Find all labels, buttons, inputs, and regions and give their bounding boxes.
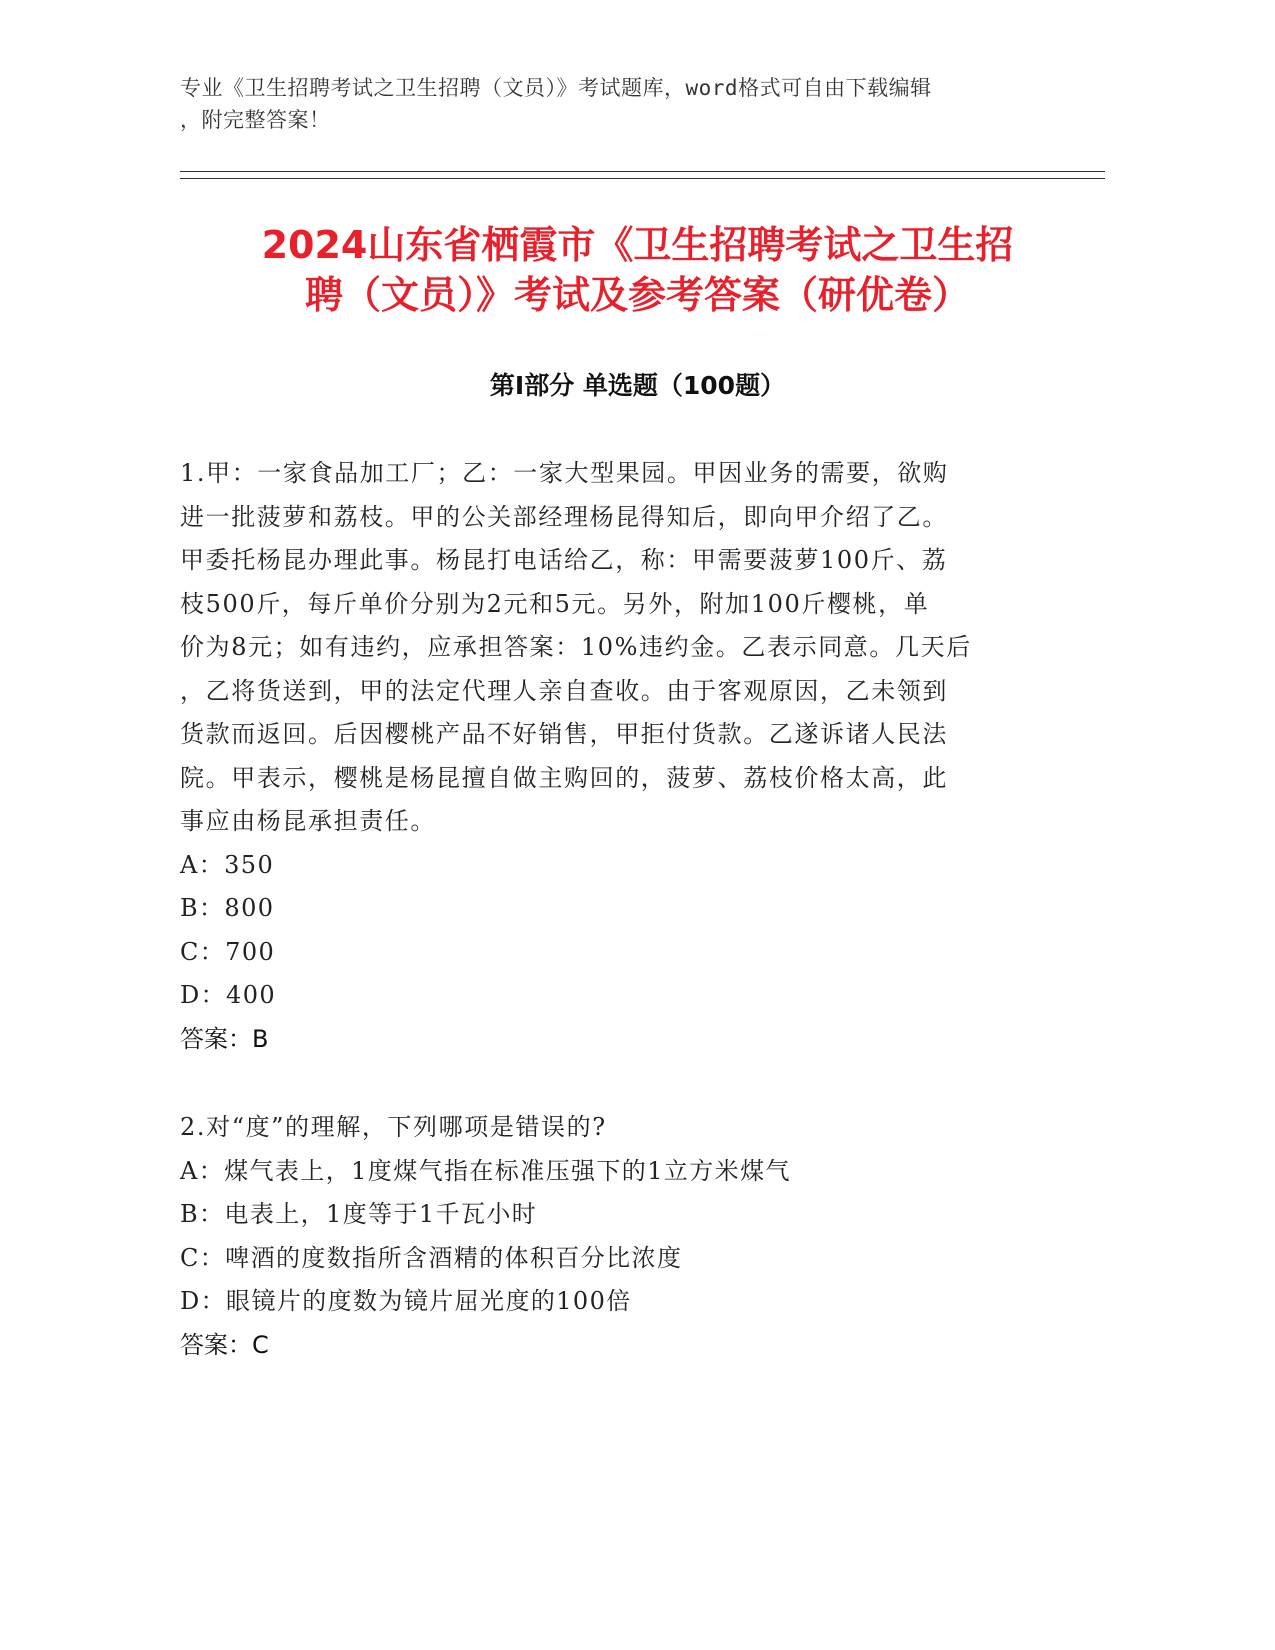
option-list <box>180 844 1030 1018</box>
document-title <box>150 220 1125 320</box>
question <box>180 1106 1030 1367</box>
option-a: A：煤气表上，1度煤气指在标准压强下的1立方米煤气 <box>180 1156 791 1185</box>
header-note-line: ，附完整答案！ <box>180 108 331 132</box>
option-b: B：电表上，1度等于1千瓦小时 <box>180 1200 538 1228</box>
option-list <box>180 1150 1030 1324</box>
question-stem-line: 1.甲：一家食品加工厂；乙：一家大型果园。甲因业务的需要，欲购 <box>180 459 949 487</box>
option-d: D：眼镜片的度数为镜片屈光度的100倍 <box>180 1287 632 1315</box>
section-heading: 第Ⅰ部分 单选题（100题） <box>489 371 786 400</box>
question-stem-line: 甲委托杨昆办理此事。杨昆打电话给乙，称：甲需要菠萝100斤、荔 <box>180 546 948 574</box>
question-stem <box>180 452 1030 844</box>
question-stem-line: 货款而返回。后因樱桃产品不好销售，甲拒付货款。乙遂诉诸人民法 <box>180 720 948 748</box>
title-line: 2024山东省栖霞市《卫生招聘考试之卫生招 <box>261 223 1014 267</box>
question-stem-line: 进一批菠萝和荔枝。甲的公关部经理杨昆得知后，即向甲介绍了乙。 <box>180 502 948 531</box>
title-line: 聘（文员）》考试及参考答案（研优卷） <box>304 273 970 317</box>
question-stem-line: 价为8元；如有违约，应承担答案：10%违约金。乙表示同意。几天后 <box>180 633 972 661</box>
answer-key: 答案：B <box>180 1024 269 1053</box>
header-note-line: 专业《卫生招聘考试之卫生招聘（文员）》考试题库，word格式可自由下载编辑 <box>180 76 932 100</box>
question-stem-line: 院。甲表示，樱桃是杨昆擅自做主购回的，菠萝、荔枝价格太高，此 <box>180 763 948 792</box>
header-divider <box>180 171 1105 172</box>
header-divider <box>180 178 1105 179</box>
question-stem <box>180 1106 1030 1150</box>
option-c: C：啤酒的度数指所含酒精的体积百分比浓度 <box>180 1243 683 1272</box>
option-d: D：400 <box>180 981 277 1009</box>
question <box>180 452 1030 1061</box>
question-stem-line: 枝500斤，每斤单价分别为2元和5元。另外，附加100斤樱桃，单 <box>180 589 930 618</box>
option-b: B：800 <box>180 894 275 922</box>
answer-key: 答案：C <box>180 1330 269 1359</box>
option-c: C：700 <box>180 937 276 966</box>
header-note <box>180 72 1050 136</box>
question-stem-line: 事应由杨昆承担责任。 <box>180 807 436 835</box>
question-stem-line: 2.对“度”的理解，下列哪项是错误的? <box>180 1113 607 1141</box>
question-stem-line: ，乙将货送到，甲的法定代理人亲自查收。由于客观原因，乙未领到 <box>180 676 948 705</box>
option-a: A：350 <box>180 850 275 879</box>
